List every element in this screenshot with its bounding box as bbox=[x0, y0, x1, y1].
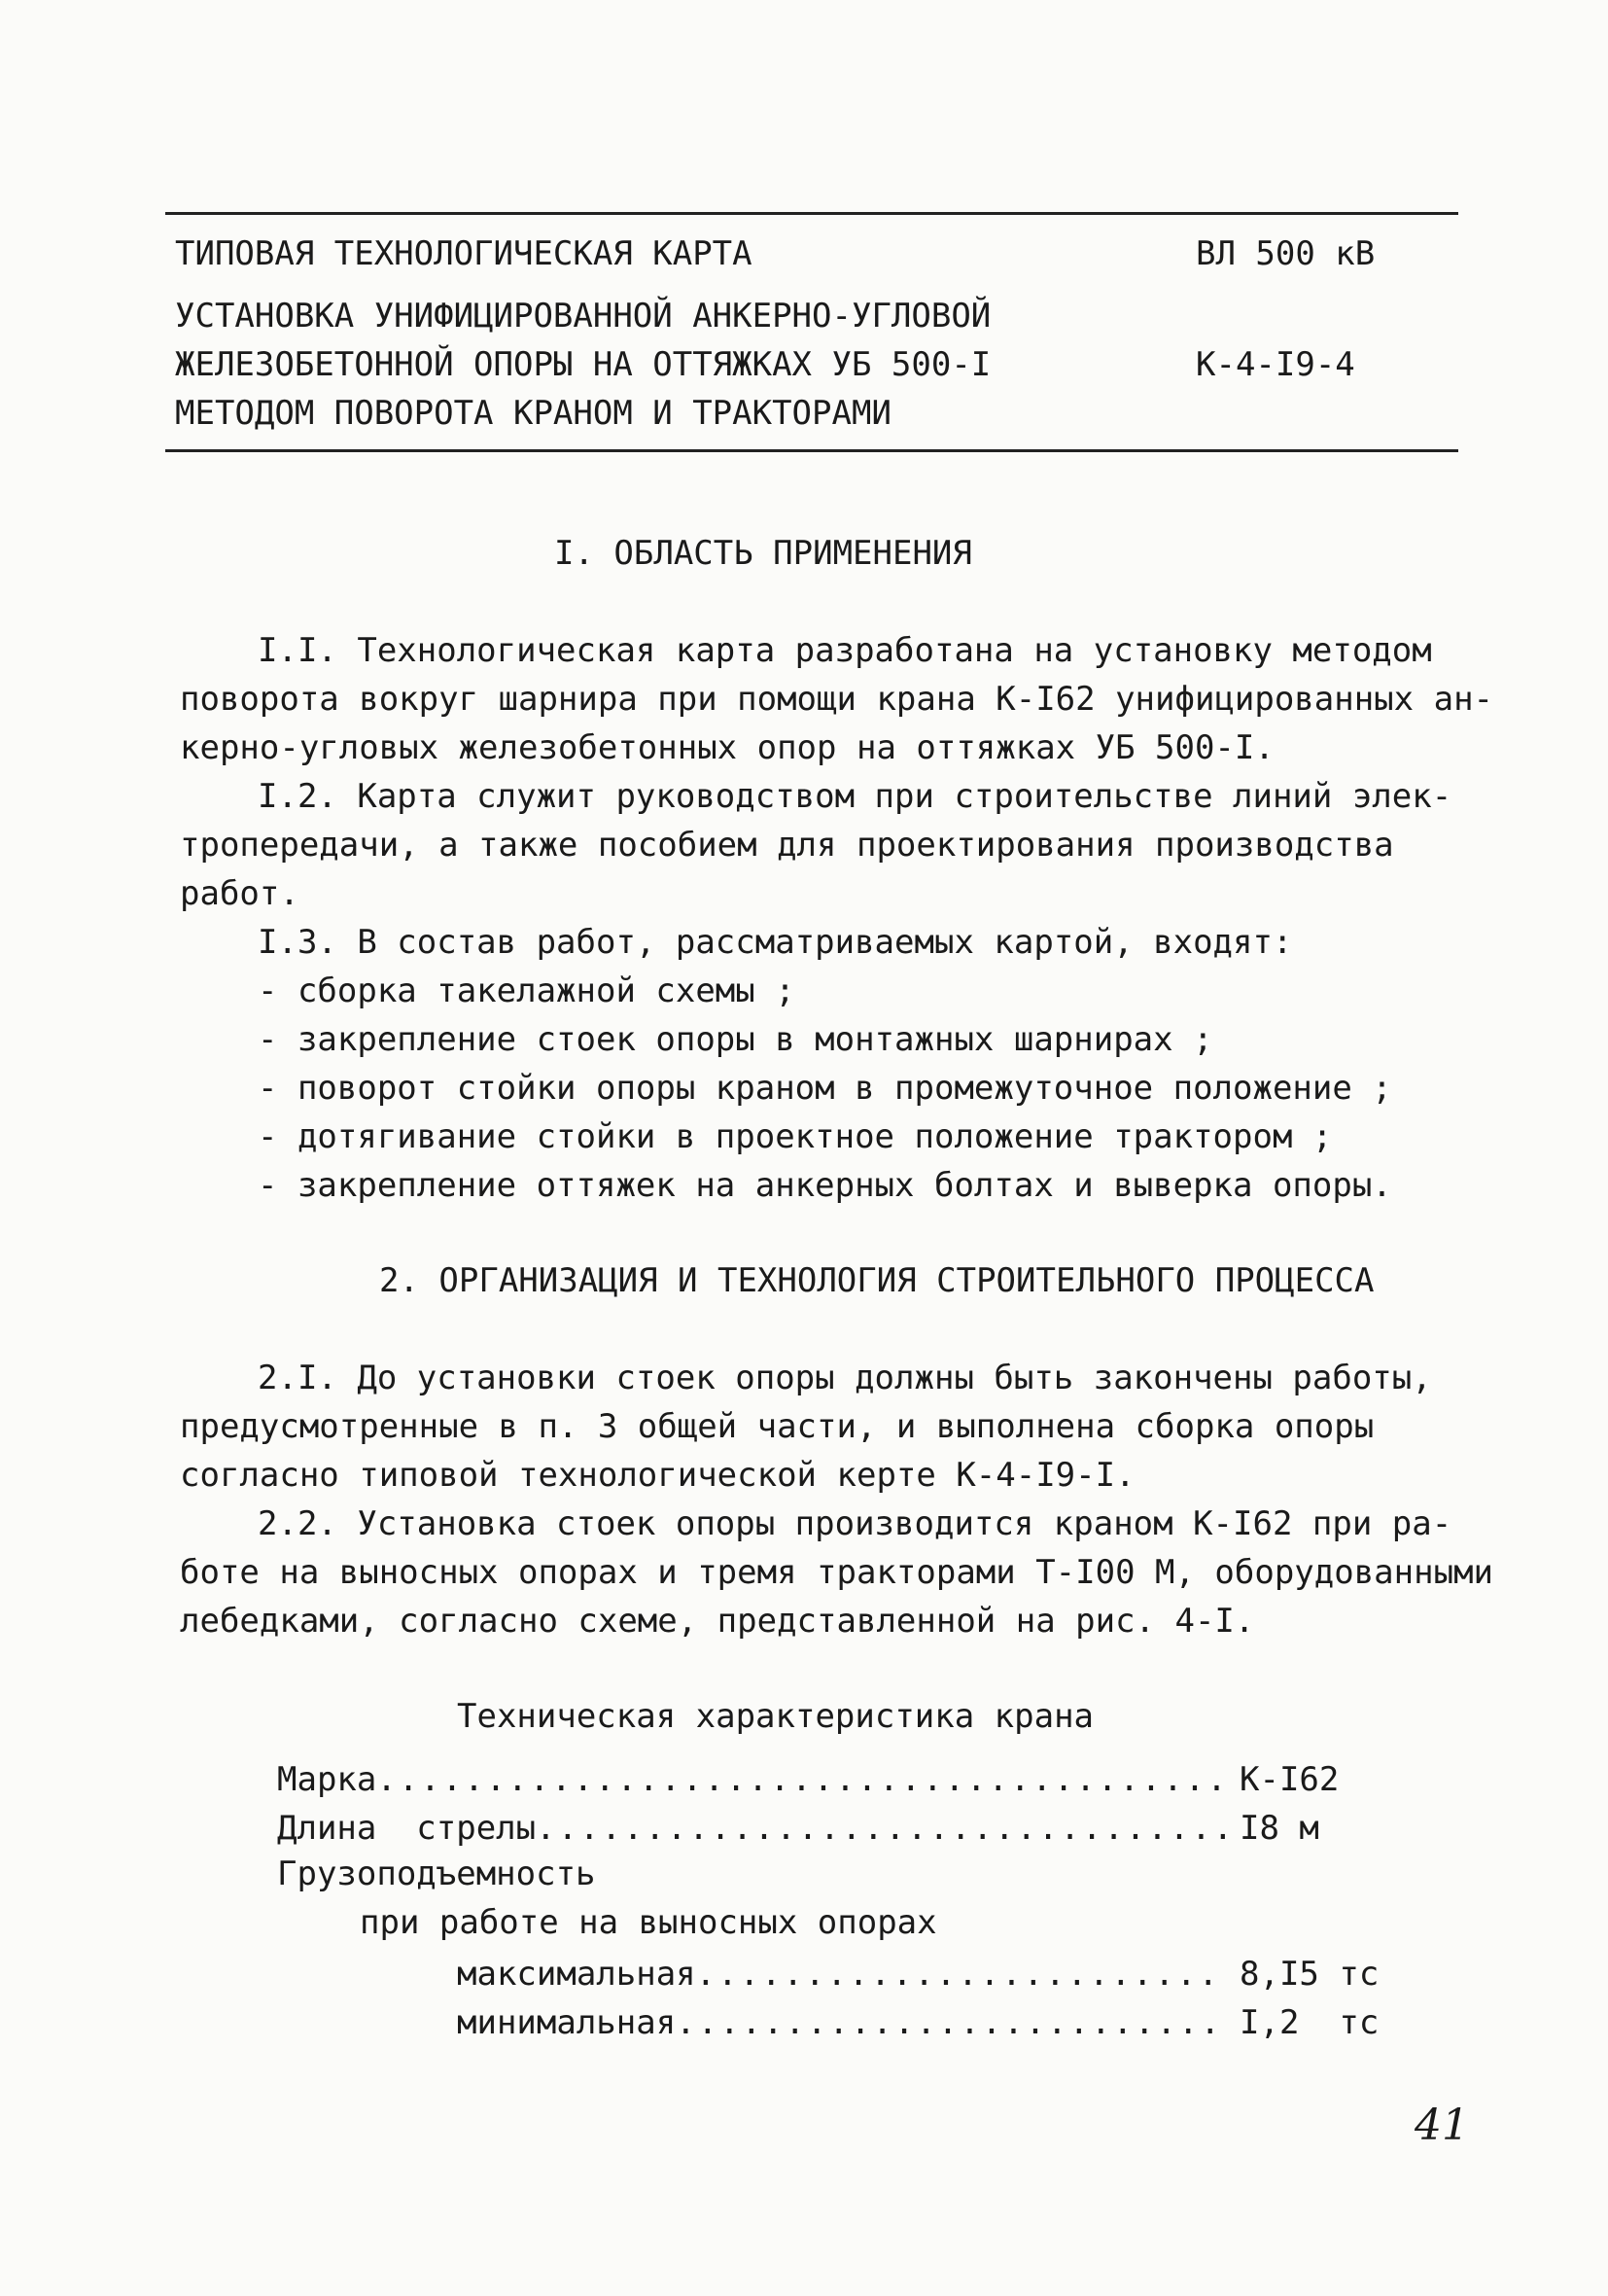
spec-label: минимальная bbox=[457, 2003, 677, 2042]
subtitle-line: МЕТОДОМ ПОВОРОТА КРАНОМ И ТРАКТОРАМИ bbox=[175, 394, 891, 433]
paragraph-line: предусмотренные в п. 3 общей части, и выполнена сборка опоры bbox=[180, 1407, 1375, 1446]
document-code: К-4-I9-4 bbox=[1196, 345, 1355, 384]
paragraph-line: тропередачи, а также пособием для проектирования производства bbox=[180, 826, 1394, 865]
header-top-rule bbox=[165, 212, 1458, 215]
spec-label: при работе на выносных опорах bbox=[360, 1903, 937, 1942]
spec-value: К-I62 bbox=[1240, 1760, 1340, 1799]
paragraph-line: лебедками, согласно схеме, представленной на рис. 4-I. bbox=[180, 1602, 1255, 1641]
voltage-label: ВЛ 500 кВ bbox=[1196, 234, 1376, 273]
paragraph-line: 2.2. Установка стоек опоры производится краном К-I62 при ра- bbox=[258, 1504, 1452, 1543]
dot-leader bbox=[676, 2003, 1226, 2042]
spec-label: Длина стрелы bbox=[277, 1809, 537, 1848]
spec-label: Марка bbox=[277, 1760, 377, 1799]
paragraph-line: керно-угловых железобетонных опор на оттяжках УБ 500-I. bbox=[180, 728, 1275, 767]
page-number: 41 bbox=[1415, 2101, 1469, 2150]
list-item: - закрепление оттяжек на анкерных болтах и выверка опоры. bbox=[258, 1166, 1392, 1205]
paragraph-line: I.2. Карта служит руководством при строительстве линий элек- bbox=[258, 777, 1452, 816]
paragraph-line: 2.I. До установки стоек опоры должны быть закончены работы, bbox=[258, 1359, 1432, 1397]
spec-label: Грузоподъемность bbox=[277, 1854, 596, 1893]
spec-title: Техническая характеристика крана bbox=[457, 1697, 1095, 1736]
doc-type-title: ТИПОВАЯ ТЕХНОЛОГИЧЕСКАЯ КАРТА bbox=[175, 234, 752, 273]
paragraph-line: I.I. Технологическая карта разработана на установку методом bbox=[258, 631, 1432, 670]
dot-leader bbox=[696, 1955, 1226, 1994]
header-bottom-rule bbox=[165, 449, 1458, 452]
paragraph-line: боте на выносных опорах и тремя тракторами Т-I00 М, оборудованными bbox=[180, 1553, 1494, 1592]
spec-row bbox=[277, 1809, 1366, 1848]
spec-label: максимальная bbox=[457, 1955, 696, 1994]
list-item: - поворот стойки опоры краном в промежуточное положение ; bbox=[258, 1069, 1392, 1108]
spec-value: 8,I5 тс bbox=[1240, 1955, 1380, 1994]
paragraph-line: согласно типовой технологической керте К-4-I9-I. bbox=[180, 1456, 1136, 1495]
subtitle-line: ЖЕЛЕЗОБЕТОННОЙ ОПОРЫ НА ОТТЯЖКАХ УБ 500-I bbox=[175, 345, 992, 384]
section-heading: I. ОБЛАСТЬ ПРИМЕНЕНИЯ bbox=[554, 534, 972, 573]
paragraph-line: работ. bbox=[180, 874, 299, 913]
dot-leader bbox=[536, 1809, 1226, 1848]
list-item: - дотягивание стойки в проектное положение трактором ; bbox=[258, 1117, 1333, 1156]
spec-value: I,2 тс bbox=[1240, 2003, 1380, 2042]
spec-value: I8 м bbox=[1240, 1809, 1319, 1848]
subtitle-line: УСТАНОВКА УНИФИЦИРОВАННОЙ АНКЕРНО-УГЛОВОЙ bbox=[175, 297, 992, 336]
paragraph-line: I.3. В состав работ, рассматриваемых картой, входят: bbox=[258, 923, 1293, 962]
spec-row bbox=[457, 1955, 1380, 1994]
section-heading: 2. ОРГАНИЗАЦИЯ И ТЕХНОЛОГИЯ СТРОИТЕЛЬНОГО ПРОЦЕССА bbox=[379, 1261, 1375, 1300]
dot-leader bbox=[376, 1760, 1226, 1799]
spec-row bbox=[457, 2003, 1380, 2042]
spec-row bbox=[277, 1760, 1366, 1799]
paragraph-line: поворота вокруг шарнира при помощи крана К-I62 унифицированных ан- bbox=[180, 680, 1494, 719]
list-item: - закрепление стоек опоры в монтажных шарнирах ; bbox=[258, 1020, 1213, 1059]
list-item: - сборка такелажной схемы ; bbox=[258, 971, 795, 1010]
